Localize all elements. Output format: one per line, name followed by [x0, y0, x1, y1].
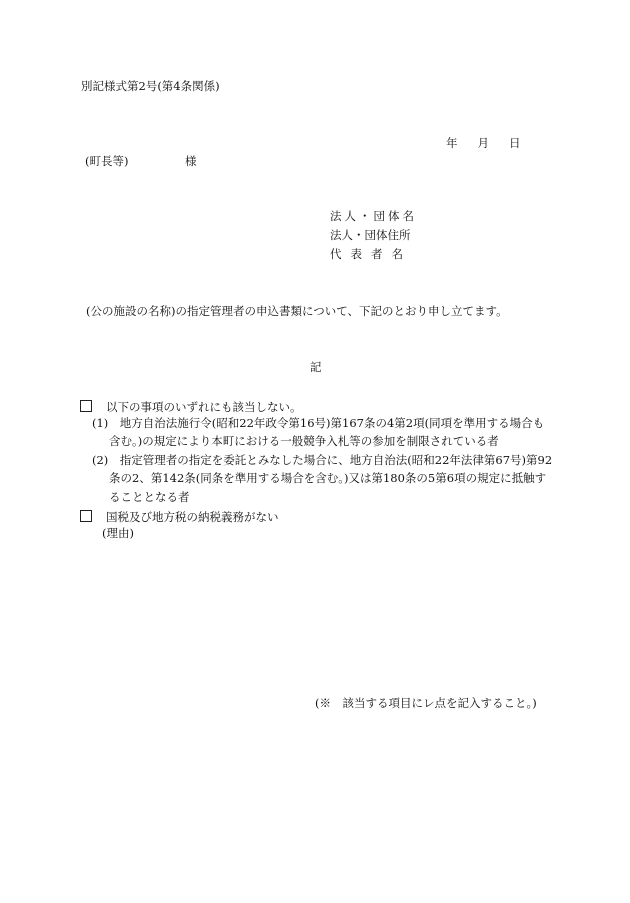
sub-item-2-line-3: ることとなる者: [109, 490, 190, 504]
condition-item-1: [80, 400, 302, 414]
applicant-representative-label: 代表者名: [330, 247, 412, 261]
condition-item-2-text: 国税及び地方税の納税義務がない: [106, 510, 279, 524]
sub-item-2-line-2: 条の2、第142条(同条を準用する場合を含む。)又は第180条の5第6項の規定に抵触す: [109, 471, 547, 485]
checkbox-icon[interactable]: [80, 510, 92, 522]
addressee-honorific: 様: [185, 154, 197, 168]
ki-heading: 記: [310, 360, 322, 374]
date-month: 月: [477, 136, 489, 150]
date-year: 年: [446, 136, 458, 150]
checkbox-icon[interactable]: [80, 400, 92, 412]
condition-item-2: [80, 510, 279, 524]
intro-text: (公の施設の名称)の指定管理者の申込書類について、下記のとおり申し立てます。: [86, 304, 508, 318]
condition-item-1-text: 以下の事項のいずれにも該当しない。: [106, 400, 302, 414]
footnote: (※ 該当する項目にレ点を記入すること。): [315, 696, 537, 710]
applicant-block: [330, 211, 417, 268]
sub-item-1-line-1: (1) 地方自治法施行令(昭和22年政令第16号)第167条の4第2項(同項を準用する場合も: [92, 416, 545, 430]
date-line: [446, 138, 521, 150]
sub-item-2-line-1: (2) 指定管理者の指定を委託とみなした場合に、地方自治法(昭和22年法律第67号)第92: [92, 453, 553, 467]
addressee-name: (町長等): [85, 154, 129, 168]
applicant-address-label: 法人・団体住所: [330, 228, 411, 242]
sub-item-1-line-2: 含む。)の規定により本町における一般競争入札等の参加を制限されている者: [109, 434, 499, 448]
reason-label: (理由): [102, 526, 134, 540]
applicant-name-label: 法人・団体名: [330, 209, 417, 223]
date-day: 日: [509, 136, 521, 150]
form-title: 別記様式第2号(第4条関係): [81, 79, 220, 93]
